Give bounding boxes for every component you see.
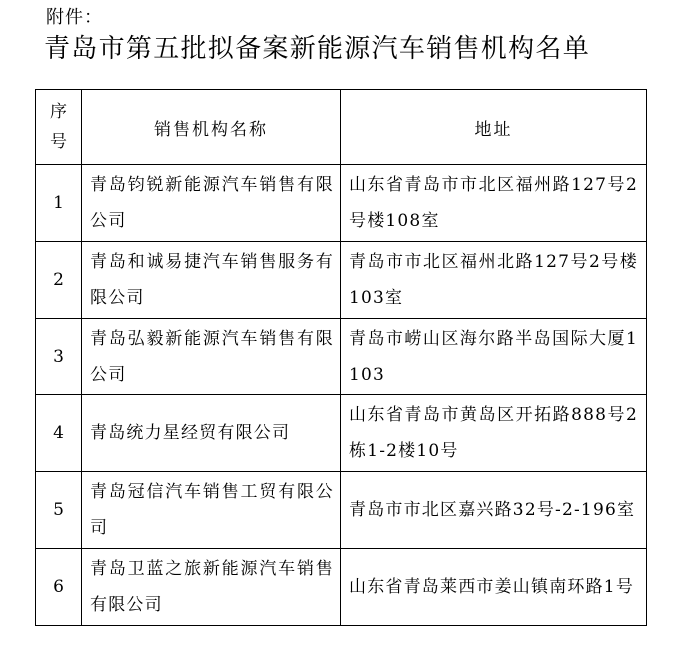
row-address: 青岛市市北区嘉兴路32号-2-196室 xyxy=(341,472,647,549)
table-row xyxy=(36,472,647,549)
table-row xyxy=(36,395,647,472)
table-row xyxy=(36,241,647,318)
dealer-table xyxy=(35,89,647,626)
row-number: 1 xyxy=(36,165,82,242)
header-address: 地址 xyxy=(341,90,647,165)
row-address: 山东省青岛莱西市姜山镇南环路1号 xyxy=(341,549,647,626)
document-title: 青岛市第五批拟备案新能源汽车销售机构名单 xyxy=(44,34,591,64)
attachment-label: 附件： xyxy=(46,7,103,28)
table-row xyxy=(36,318,647,395)
header-number xyxy=(36,90,82,165)
row-dealer-name: 青岛钧锐新能源汽车销售有限公司 xyxy=(82,165,341,242)
row-number: 4 xyxy=(36,395,82,472)
table-row xyxy=(36,165,647,242)
header-number-line2: 号 xyxy=(50,132,67,152)
header-number-line1: 序 xyxy=(50,102,67,122)
row-dealer-name: 青岛和诚易捷汽车销售服务有限公司 xyxy=(82,241,341,318)
row-dealer-name: 青岛统力星经贸有限公司 xyxy=(82,395,341,472)
table-row xyxy=(36,549,647,626)
row-dealer-name: 青岛卫蓝之旅新能源汽车销售有限公司 xyxy=(82,549,341,626)
row-number: 5 xyxy=(36,472,82,549)
row-dealer-name: 青岛冠信汽车销售工贸有限公司 xyxy=(82,472,341,549)
row-number: 6 xyxy=(36,549,82,626)
row-number: 3 xyxy=(36,318,82,395)
row-address: 青岛市市北区福州北路127号2号楼103室 xyxy=(341,241,647,318)
row-dealer-name: 青岛弘毅新能源汽车销售有限公司 xyxy=(82,318,341,395)
row-address: 山东省青岛市市北区福州路127号2号楼108室 xyxy=(341,165,647,242)
table-header-row xyxy=(36,90,647,165)
header-name: 销售机构名称 xyxy=(82,90,341,165)
row-number: 2 xyxy=(36,241,82,318)
row-address: 青岛市崂山区海尔路半岛国际大厦1103 xyxy=(341,318,647,395)
row-address: 山东省青岛市黄岛区开拓路888号2栋1-2楼10号 xyxy=(341,395,647,472)
